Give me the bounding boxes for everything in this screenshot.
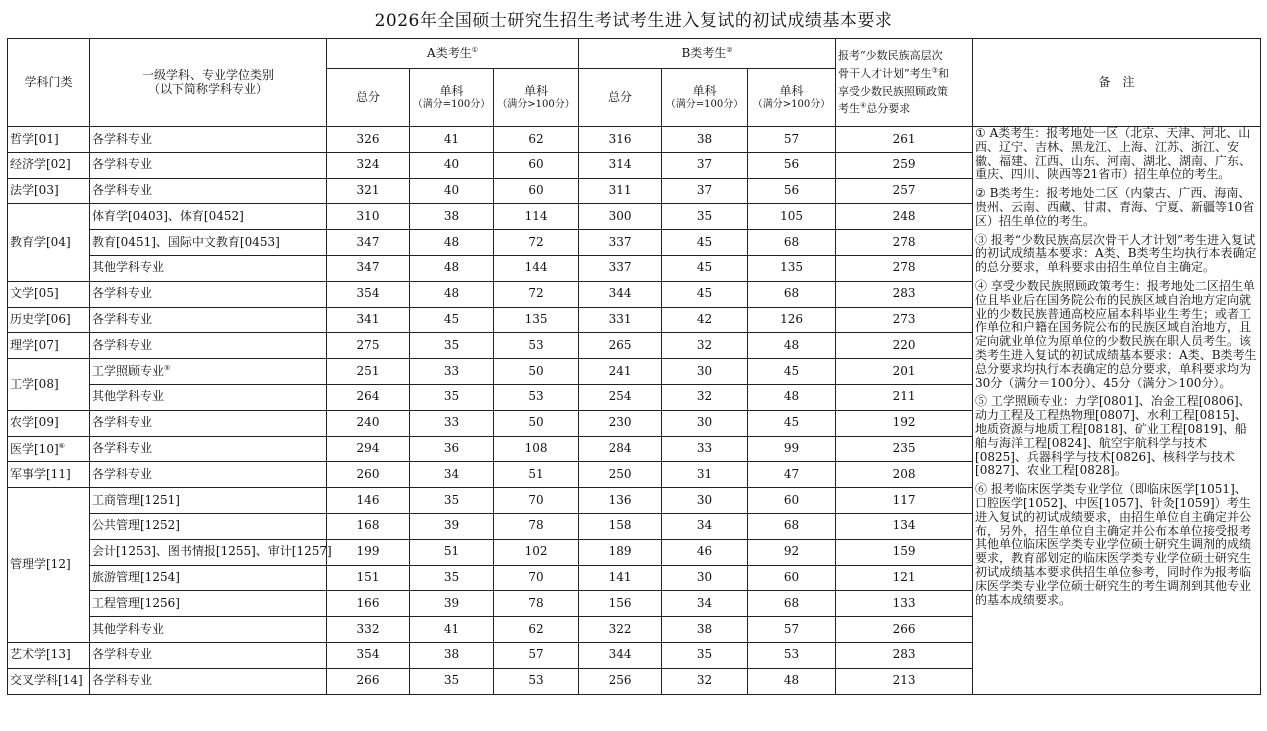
minority-total: 257 bbox=[836, 178, 973, 204]
subject-cell bbox=[90, 565, 327, 591]
category-cell bbox=[8, 307, 90, 333]
b-score-single-100: 31 bbox=[662, 462, 748, 488]
subject-cell bbox=[90, 359, 327, 385]
subject-label: 其他学科专业 bbox=[92, 260, 165, 275]
minority-line1: 报考“少数民族高层次 bbox=[838, 49, 943, 63]
a-score-total: 310 bbox=[327, 204, 410, 230]
b-score-single-gt100: 68 bbox=[748, 281, 836, 307]
minority-sup3: ③ bbox=[931, 66, 938, 75]
b-score-single-gt100: 57 bbox=[748, 617, 836, 643]
category-label: 农学[09] bbox=[10, 415, 59, 430]
table-row bbox=[8, 127, 1261, 153]
a-score-single-gt100: 72 bbox=[494, 281, 579, 307]
b-score-single-gt100: 99 bbox=[748, 436, 836, 462]
a-score-single-gt100: 53 bbox=[494, 668, 579, 694]
b-score-single-gt100: 48 bbox=[748, 333, 836, 359]
b-score-single-gt100: 60 bbox=[748, 565, 836, 591]
b-score-single-gt100: 135 bbox=[748, 255, 836, 281]
category-label: 历史学[06] bbox=[10, 312, 71, 327]
minority-total: 248 bbox=[836, 204, 973, 230]
a-score-single-gt100: 78 bbox=[494, 591, 579, 617]
a-score-single-100: 34 bbox=[410, 462, 494, 488]
group-b-label: B类考生 bbox=[681, 46, 727, 61]
subject-label: 工学照顾专业 bbox=[92, 364, 165, 379]
b-score-single-100: 45 bbox=[662, 230, 748, 256]
b-score-single-gt100: 45 bbox=[748, 410, 836, 436]
subject-cell bbox=[90, 384, 327, 410]
note-item: ⑤ 工学照顾专业：力学[0801]、冶金工程[0806]、动力工程及工程热物理[0807]、水利工程[0815]、地质资源与地质工程[0818]、矿业工程[0819]、船舶与海洋工程[0824]、航空宇航科学与技术[0825]、兵器科学与技术[0826]、核科学与技术[0827]、农业工程[0828]。 bbox=[975, 394, 1251, 478]
a-score-single-gt100: 57 bbox=[494, 642, 579, 668]
a-score-single-100: 48 bbox=[410, 255, 494, 281]
b-score-total: 250 bbox=[579, 462, 662, 488]
category-label: 工学[08] bbox=[10, 376, 59, 391]
a-score-total: 332 bbox=[327, 617, 410, 643]
subject-label: 会计[1253]、图书情报[1255]、审计[1257] bbox=[92, 544, 332, 559]
subject-label: 各学科专业 bbox=[92, 131, 153, 146]
score-table bbox=[7, 38, 1261, 695]
b-single-gt100-line2: （满分>100分） bbox=[752, 98, 831, 110]
subject-label: 各学科专业 bbox=[92, 183, 153, 198]
b-score-single-gt100: 126 bbox=[748, 307, 836, 333]
a-score-total: 168 bbox=[327, 513, 410, 539]
b-score-total: 230 bbox=[579, 410, 662, 436]
note-item: ② B类考生：报考地处二区（内蒙古、广西、海南、贵州、云南、西藏、甘肃、青海、宁夏、新疆等10省区）招生单位的考生。 bbox=[975, 186, 1255, 228]
a-score-single-100: 35 bbox=[410, 384, 494, 410]
a-score-total: 146 bbox=[327, 488, 410, 514]
a-single-100-line2: （满分=100分） bbox=[412, 98, 491, 110]
b-score-single-100: 37 bbox=[662, 152, 748, 178]
b-score-total: 300 bbox=[579, 204, 662, 230]
category-cell bbox=[8, 127, 90, 153]
b-score-single-gt100: 57 bbox=[748, 127, 836, 153]
subject-label: 工程管理[1256] bbox=[92, 595, 180, 610]
b-score-single-100: 30 bbox=[662, 488, 748, 514]
minority-total: 261 bbox=[836, 127, 973, 153]
b-score-single-100: 33 bbox=[662, 436, 748, 462]
b-score-total: 337 bbox=[579, 230, 662, 256]
a-score-total: 166 bbox=[327, 591, 410, 617]
subject-cell bbox=[90, 410, 327, 436]
a-score-single-100: 40 bbox=[410, 178, 494, 204]
header-b-single-gt100 bbox=[748, 69, 836, 127]
category-label: 法学[03] bbox=[10, 183, 59, 198]
b-score-single-100: 35 bbox=[662, 204, 748, 230]
a-score-single-gt100: 144 bbox=[494, 255, 579, 281]
minority-total: 220 bbox=[836, 333, 973, 359]
a-score-single-gt100: 53 bbox=[494, 333, 579, 359]
subject-label: 旅游管理[1254] bbox=[92, 570, 180, 585]
a-score-single-gt100: 70 bbox=[494, 488, 579, 514]
header-b-single-100 bbox=[662, 69, 748, 127]
b-score-single-gt100: 48 bbox=[748, 668, 836, 694]
a-score-total: 354 bbox=[327, 642, 410, 668]
b-score-total: 311 bbox=[579, 178, 662, 204]
minority-total: 283 bbox=[836, 281, 973, 307]
b-score-single-100: 37 bbox=[662, 178, 748, 204]
a-score-total: 294 bbox=[327, 436, 410, 462]
b-score-total: 265 bbox=[579, 333, 662, 359]
subject-label: 各学科专业 bbox=[92, 441, 153, 456]
a-score-single-100: 38 bbox=[410, 204, 494, 230]
b-score-single-gt100: 92 bbox=[748, 539, 836, 565]
category-cell bbox=[8, 281, 90, 307]
minority-total: 273 bbox=[836, 307, 973, 333]
subject-cell bbox=[90, 436, 327, 462]
header-minority bbox=[836, 39, 973, 127]
minority-line4b: 总分要求 bbox=[866, 102, 911, 116]
a-single-gt100-line1: 单科 bbox=[524, 83, 549, 98]
b-score-single-gt100: 56 bbox=[748, 152, 836, 178]
minority-total: 213 bbox=[836, 668, 973, 694]
subject-cell bbox=[90, 591, 327, 617]
a-score-single-gt100: 78 bbox=[494, 513, 579, 539]
category-cell bbox=[8, 436, 90, 462]
subject-label: 各学科专业 bbox=[92, 337, 153, 352]
a-score-total: 324 bbox=[327, 152, 410, 178]
category-label: 军事学[11] bbox=[10, 466, 71, 481]
subject-cell bbox=[90, 642, 327, 668]
minority-total: 211 bbox=[836, 384, 973, 410]
subject-label: 各学科专业 bbox=[92, 157, 153, 172]
b-score-total: 158 bbox=[579, 513, 662, 539]
header-notes: 备 注 bbox=[973, 39, 1261, 127]
subject-cell bbox=[90, 333, 327, 359]
category-cell bbox=[8, 359, 90, 411]
subject-cell bbox=[90, 668, 327, 694]
subject-cell bbox=[90, 204, 327, 230]
minority-line4: 考生 bbox=[838, 102, 861, 116]
subject-label: 各学科专业 bbox=[92, 415, 153, 430]
a-score-single-gt100: 50 bbox=[494, 410, 579, 436]
a-score-total: 354 bbox=[327, 281, 410, 307]
minority-total: 192 bbox=[836, 410, 973, 436]
b-score-single-100: 38 bbox=[662, 617, 748, 643]
b-single-100-line2: （满分=100分） bbox=[665, 98, 744, 110]
a-score-single-100: 35 bbox=[410, 565, 494, 591]
b-score-single-100: 45 bbox=[662, 255, 748, 281]
a-score-single-100: 39 bbox=[410, 513, 494, 539]
subject-label: 各学科专业 bbox=[92, 286, 153, 301]
minority-line2b: 和 bbox=[937, 66, 949, 80]
b-score-single-gt100: 53 bbox=[748, 642, 836, 668]
a-score-single-gt100: 50 bbox=[494, 359, 579, 385]
page-title: 2026年全国硕士研究生招生考试考生进入复试的初试成绩基本要求 bbox=[374, 11, 893, 31]
b-score-total: 337 bbox=[579, 255, 662, 281]
category-cell bbox=[8, 204, 90, 281]
b-score-single-100: 45 bbox=[662, 281, 748, 307]
subject-label: 工商管理[1251] bbox=[92, 492, 180, 507]
b-score-total: 189 bbox=[579, 539, 662, 565]
category-label: 管理学[12] bbox=[10, 557, 71, 572]
a-score-single-100: 41 bbox=[410, 617, 494, 643]
category-cell bbox=[8, 333, 90, 359]
a-score-single-100: 35 bbox=[410, 488, 494, 514]
category-cell bbox=[8, 488, 90, 643]
a-score-single-gt100: 102 bbox=[494, 539, 579, 565]
minority-total: 278 bbox=[836, 255, 973, 281]
category-label: 艺术学[13] bbox=[10, 647, 71, 662]
a-score-total: 251 bbox=[327, 359, 410, 385]
subject-label: 公共管理[1252] bbox=[92, 518, 180, 533]
a-single-100-line1: 单科 bbox=[439, 83, 464, 98]
group-b-sup: ② bbox=[726, 46, 733, 55]
b-score-total: 314 bbox=[579, 152, 662, 178]
b-score-single-100: 32 bbox=[662, 668, 748, 694]
a-score-total: 347 bbox=[327, 230, 410, 256]
b-score-total: 331 bbox=[579, 307, 662, 333]
header-b-total: 总分 bbox=[579, 69, 662, 127]
minority-total: 133 bbox=[836, 591, 973, 617]
subject-label: 各学科专业 bbox=[92, 647, 153, 662]
category-label: 文学[05] bbox=[10, 286, 59, 301]
a-score-single-100: 36 bbox=[410, 436, 494, 462]
subject-cell bbox=[90, 513, 327, 539]
a-score-total: 151 bbox=[327, 565, 410, 591]
a-score-single-gt100: 70 bbox=[494, 565, 579, 591]
b-score-total: 344 bbox=[579, 642, 662, 668]
b-score-single-gt100: 45 bbox=[748, 359, 836, 385]
b-score-single-100: 32 bbox=[662, 384, 748, 410]
category-cell bbox=[8, 410, 90, 436]
note-item: ④ 享受少数民族照顾政策考生：报考地处二区招生单位且毕业后在国务院公布的民族区域自治地方定向就业的少数民族普通高校应届本科毕业生考生；或者工作单位和户籍在国务院公布的民族区域自治地方，且定向就业单位为原单位的少数民族在职人员考生。该类考生进入复试的初试成绩基本要求：A类、B类考生总分要求均执行本表确定的总分要求，单科要求均为30分（满分＝100分）、45分（满分＞100分）。 bbox=[975, 278, 1257, 390]
category-cell bbox=[8, 152, 90, 178]
a-score-single-gt100: 60 bbox=[494, 178, 579, 204]
header-group-a bbox=[327, 39, 579, 69]
a-score-total: 199 bbox=[327, 539, 410, 565]
b-score-single-100: 34 bbox=[662, 591, 748, 617]
minority-total: 159 bbox=[836, 539, 973, 565]
subject-cell bbox=[90, 488, 327, 514]
header-a-total: 总分 bbox=[327, 69, 410, 127]
a-score-single-gt100: 135 bbox=[494, 307, 579, 333]
a-score-total: 275 bbox=[327, 333, 410, 359]
category-cell bbox=[8, 178, 90, 204]
category-sup: ⑥ bbox=[58, 441, 65, 450]
subject-cell bbox=[90, 539, 332, 565]
a-score-total: 260 bbox=[327, 462, 410, 488]
a-score-single-gt100: 108 bbox=[494, 436, 579, 462]
a-score-single-100: 45 bbox=[410, 307, 494, 333]
header-a-single-100 bbox=[410, 69, 494, 127]
b-score-total: 316 bbox=[579, 127, 662, 153]
subject-cell bbox=[90, 230, 327, 256]
b-score-single-gt100: 68 bbox=[748, 230, 836, 256]
a-single-gt100-line2: （满分>100分） bbox=[497, 98, 575, 110]
subject-cell bbox=[90, 617, 327, 643]
b-score-single-gt100: 48 bbox=[748, 384, 836, 410]
subject-sup: ⑤ bbox=[164, 364, 171, 373]
category-label: 交叉学科[14] bbox=[10, 673, 83, 688]
subject-label: 各学科专业 bbox=[92, 466, 153, 481]
b-score-single-gt100: 60 bbox=[748, 488, 836, 514]
a-score-single-100: 38 bbox=[410, 642, 494, 668]
group-a-label: A类考生 bbox=[427, 46, 472, 61]
minority-total: 259 bbox=[836, 152, 973, 178]
header-subject bbox=[90, 39, 327, 127]
b-score-total: 136 bbox=[579, 488, 662, 514]
a-score-single-gt100: 62 bbox=[494, 617, 579, 643]
group-a-sup: ① bbox=[471, 46, 478, 55]
b-score-single-100: 32 bbox=[662, 333, 748, 359]
a-score-single-100: 48 bbox=[410, 281, 494, 307]
category-cell bbox=[8, 668, 90, 694]
b-score-single-100: 38 bbox=[662, 127, 748, 153]
b-score-single-100: 30 bbox=[662, 359, 748, 385]
a-score-single-gt100: 60 bbox=[494, 152, 579, 178]
subject-label: 其他学科专业 bbox=[92, 389, 165, 404]
category-label: 教育学[04] bbox=[10, 234, 71, 249]
a-score-single-gt100: 53 bbox=[494, 384, 579, 410]
b-score-single-100: 34 bbox=[662, 513, 748, 539]
minority-total: 134 bbox=[836, 513, 973, 539]
b-score-single-gt100: 56 bbox=[748, 178, 836, 204]
b-score-total: 344 bbox=[579, 281, 662, 307]
b-score-total: 156 bbox=[579, 591, 662, 617]
a-score-single-100: 41 bbox=[410, 127, 494, 153]
a-score-total: 264 bbox=[327, 384, 410, 410]
b-score-single-100: 30 bbox=[662, 565, 748, 591]
b-single-gt100-line1: 单科 bbox=[779, 83, 804, 98]
header-subject-line1: 一级学科、专业学位类别 bbox=[141, 67, 274, 82]
subject-label: 各学科专业 bbox=[92, 312, 153, 327]
b-single-100-line1: 单科 bbox=[692, 83, 717, 98]
minority-line2: 骨干人才计划”考生 bbox=[838, 66, 932, 80]
header-category: 学科门类 bbox=[8, 39, 90, 127]
minority-total: 278 bbox=[836, 230, 973, 256]
b-score-total: 254 bbox=[579, 384, 662, 410]
b-score-single-gt100: 68 bbox=[748, 591, 836, 617]
subject-cell bbox=[90, 178, 327, 204]
minority-total: 201 bbox=[836, 359, 973, 385]
a-score-total: 266 bbox=[327, 668, 410, 694]
minority-total: 283 bbox=[836, 642, 973, 668]
a-score-single-gt100: 72 bbox=[494, 230, 579, 256]
a-score-single-100: 33 bbox=[410, 359, 494, 385]
subject-cell bbox=[90, 255, 327, 281]
b-score-single-100: 35 bbox=[662, 642, 748, 668]
a-score-single-100: 33 bbox=[410, 410, 494, 436]
a-score-single-gt100: 114 bbox=[494, 204, 579, 230]
a-score-single-100: 40 bbox=[410, 152, 494, 178]
b-score-total: 141 bbox=[579, 565, 662, 591]
b-score-single-100: 30 bbox=[662, 410, 748, 436]
subject-label: 教育[0451]、国际中文教育[0453] bbox=[92, 234, 280, 249]
minority-total: 117 bbox=[836, 488, 973, 514]
header-subject-line2: （以下简称学科专业） bbox=[147, 81, 268, 96]
subject-label: 体育学[0403]、体育[0452] bbox=[92, 208, 244, 223]
b-score-single-gt100: 68 bbox=[748, 513, 836, 539]
a-score-single-100: 39 bbox=[410, 591, 494, 617]
b-score-total: 241 bbox=[579, 359, 662, 385]
b-score-single-100: 46 bbox=[662, 539, 748, 565]
a-score-single-gt100: 51 bbox=[494, 462, 579, 488]
category-label: 医学[10] bbox=[10, 441, 59, 456]
minority-total: 208 bbox=[836, 462, 973, 488]
note-item: ① A类考生：报考地处一区（北京、天津、河北、山西、辽宁、吉林、黑龙江、上海、江苏、浙江、安徽、福建、江西、山东、河南、湖北、湖南、广东、重庆、四川、陕西等21省市）招生单位的考生。 bbox=[975, 126, 1252, 182]
a-score-total: 240 bbox=[327, 410, 410, 436]
category-label: 经济学[02] bbox=[10, 157, 71, 172]
subject-cell bbox=[90, 281, 327, 307]
category-cell bbox=[8, 462, 90, 488]
a-score-single-100: 51 bbox=[410, 539, 494, 565]
header-group-b bbox=[579, 39, 836, 69]
note-item: ⑥ 报考临床医学类专业学位（即临床医学[1051]、口腔医学[1052]、中医[1057]、针灸[1059]）考生进入复试的初试成绩要求，由招生单位自主确定并公布，另外，招生单位自主确定并公布本单位接受报考其他单位临床医学类专业学位硕士研究生调剂的成绩要求，教育部划定的临床医学类专业学位硕士研究生初试成绩基本要求供招生单位参考，同时作为报考临床医学类专业学位硕士研究生的考生调剂到其他专业的基本成绩要求。 bbox=[975, 482, 1252, 607]
subject-cell bbox=[90, 462, 327, 488]
category-label: 理学[07] bbox=[10, 337, 59, 352]
b-score-single-gt100: 47 bbox=[748, 462, 836, 488]
minority-total: 121 bbox=[836, 565, 973, 591]
subject-label: 其他学科专业 bbox=[92, 621, 165, 636]
a-score-single-100: 35 bbox=[410, 333, 494, 359]
a-score-single-gt100: 62 bbox=[494, 127, 579, 153]
minority-total: 235 bbox=[836, 436, 973, 462]
subject-cell bbox=[90, 152, 327, 178]
minority-line3: 享受少数民族照顾政策 bbox=[838, 84, 949, 98]
b-score-total: 284 bbox=[579, 436, 662, 462]
subject-label: 各学科专业 bbox=[92, 673, 153, 688]
notes-cell bbox=[973, 127, 1261, 695]
category-cell bbox=[8, 642, 90, 668]
b-score-total: 322 bbox=[579, 617, 662, 643]
b-score-single-100: 42 bbox=[662, 307, 748, 333]
minority-total: 266 bbox=[836, 617, 973, 643]
subject-cell bbox=[90, 127, 327, 153]
minority-sup4: ④ bbox=[860, 101, 867, 110]
a-score-total: 326 bbox=[327, 127, 410, 153]
a-score-total: 321 bbox=[327, 178, 410, 204]
b-score-total: 256 bbox=[579, 668, 662, 694]
note-item: ③ 报考“少数民族高层次骨干人才计划”考生进入复试的初试成绩基本要求：A类、B类考生均执行本表确定的总分要求，单科要求由招生单位自主确定。 bbox=[975, 232, 1257, 275]
subject-cell bbox=[90, 307, 327, 333]
a-score-single-100: 48 bbox=[410, 230, 494, 256]
a-score-total: 341 bbox=[327, 307, 410, 333]
b-score-single-gt100: 105 bbox=[748, 204, 836, 230]
a-score-total: 347 bbox=[327, 255, 410, 281]
category-label: 哲学[01] bbox=[10, 131, 59, 146]
header-a-single-gt100 bbox=[494, 69, 579, 127]
a-score-single-100: 35 bbox=[410, 668, 494, 694]
